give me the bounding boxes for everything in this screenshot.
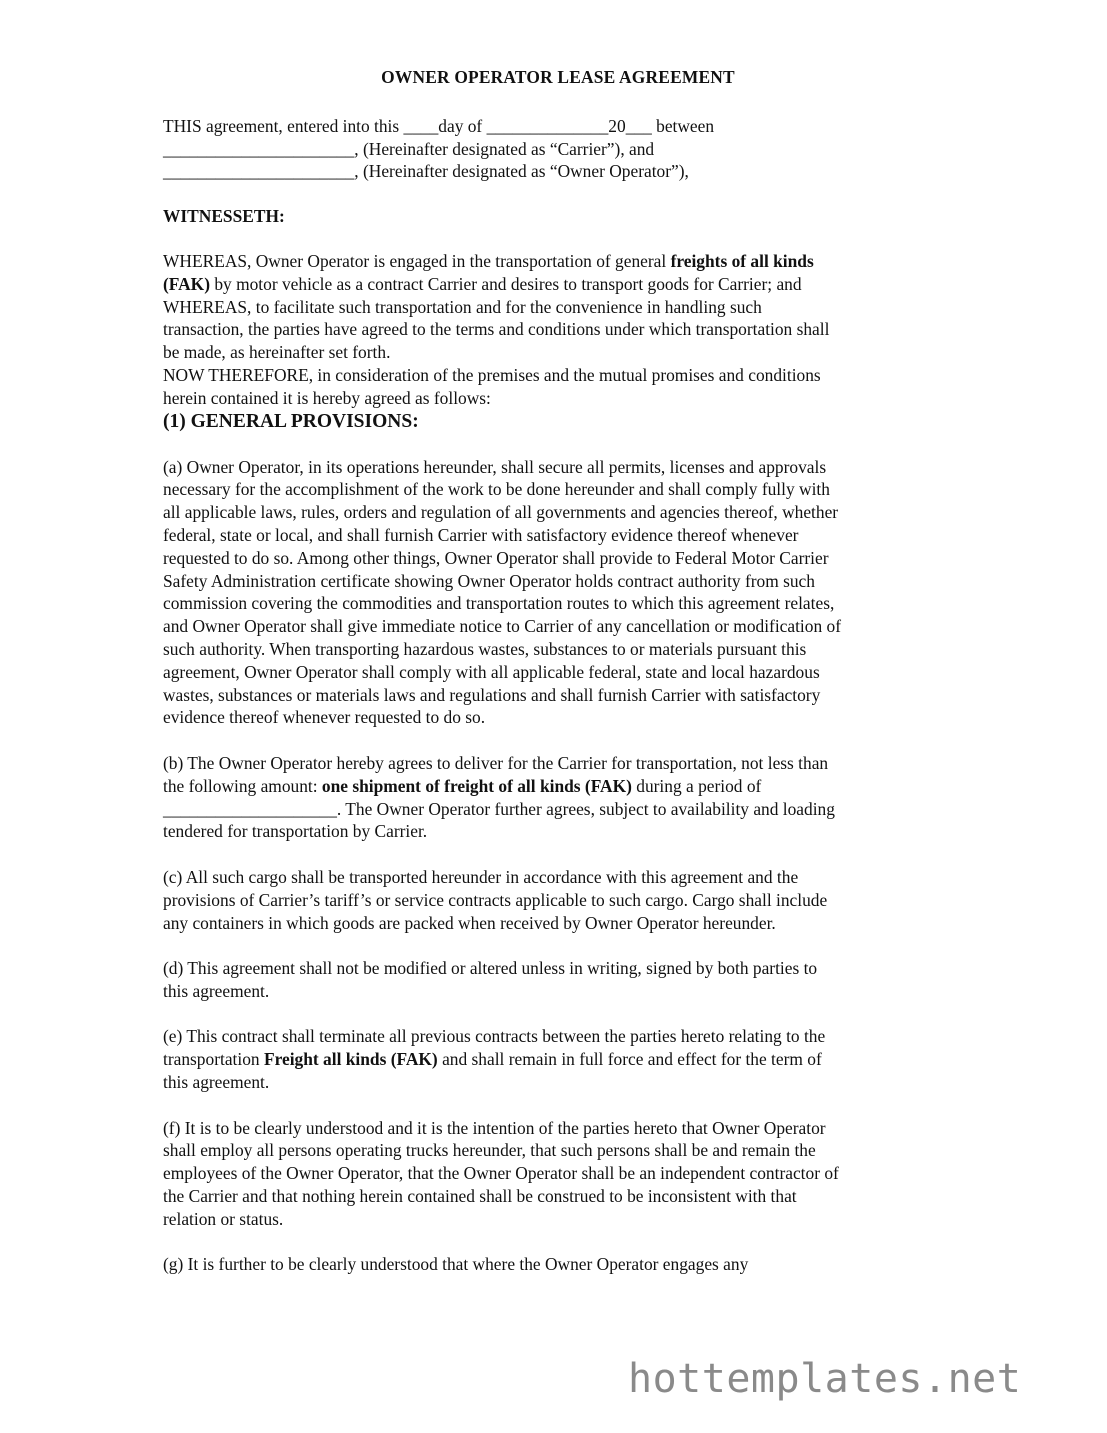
text-line: agreement, Owner Operator shall comply with all applicable federal, state and local hazardous — [163, 661, 820, 682]
paragraph-e — [163, 1025, 953, 1093]
text-line: wastes, substances or materials laws and regulations and shall furnish Carrier with satisfactory — [163, 684, 821, 705]
text-line: this agreement. — [163, 980, 270, 1001]
text-line: any containers in which goods are packed when received by Owner Operator hereunder. — [163, 912, 776, 933]
text-line: herein contained it is hereby agreed as follows: — [163, 387, 491, 408]
text-line — [163, 273, 953, 296]
text-line: evidence thereof whenever requested to do so. — [163, 707, 486, 728]
paragraph-a — [163, 456, 953, 730]
text-line: all applicable laws, rules, orders and regulation of all governments and agencies thereof, whether — [163, 502, 839, 523]
text-run: transportation — [163, 1049, 264, 1070]
text-run: during a period of — [631, 775, 762, 796]
text-line: (d) This agreement shall not be modified or altered unless in writing, signed by both parties to — [163, 958, 818, 979]
watermark-text: hottemplates.net — [628, 1356, 1022, 1402]
paragraph-d — [163, 957, 953, 1003]
text-line: such authority. When transporting hazardous wastes, substances to or materials pursuant this — [163, 638, 807, 659]
text-line: (b) The Owner Operator hereby agrees to deliver for the Carrier for transportation, not less than — [163, 752, 829, 773]
text-line: relation or status. — [163, 1208, 284, 1229]
text-line: Safety Administration certificate showing Owner Operator holds contract authority from such — [163, 570, 815, 591]
text-line — [163, 1048, 953, 1071]
text-line: requested to do so. Among other things, Owner Operator shall provide to Federal Motor Carrier — [163, 547, 829, 568]
paragraph-g — [163, 1253, 953, 1276]
section-heading-general-provisions: (1) GENERAL PROVISIONS: — [163, 410, 419, 432]
bold-term: freights of all kinds — [670, 250, 814, 271]
text-line: (g) It is further to be clearly understood that where the Owner Operator engages any — [163, 1254, 749, 1275]
bold-term: one shipment of freight of all kinds (FAK) — [321, 775, 632, 796]
text-line: (c) All such cargo shall be transported hereunder in accordance with this agreement and the — [163, 866, 799, 887]
text-line — [163, 775, 953, 798]
text-line: transaction, the parties have agreed to the terms and conditions under which transportation shall — [163, 319, 830, 340]
text-line: tendered for transportation by Carrier. — [163, 821, 428, 842]
text-run: WHEREAS, Owner Operator is engaged in the transportation of general — [163, 250, 671, 271]
text-line: federal, state or local, and shall furnish Carrier with satisfactory evidence thereof whenever — [163, 524, 799, 545]
text-line: this agreement. — [163, 1072, 270, 1093]
paragraph-f — [163, 1117, 953, 1231]
text-line — [163, 250, 953, 273]
intro-block — [163, 115, 953, 183]
document-page — [163, 62, 953, 1299]
bold-term: (FAK) — [163, 273, 210, 294]
whereas-paragraph — [163, 250, 953, 410]
intro-line: ______________________, (Hereinafter designated as “Carrier”), and — [163, 138, 655, 159]
text-line: necessary for the accomplishment of the work to be done hereunder and shall comply fully with — [163, 479, 830, 500]
paragraph-b — [163, 752, 953, 843]
witness-heading: WITNESSETH: — [163, 206, 285, 227]
text-line: WHEREAS, to facilitate such transportation and for the convenience in handling such — [163, 296, 762, 317]
text-line: provisions of Carrier’s tariff’s or service contracts applicable to such cargo. Cargo shall include — [163, 889, 828, 910]
text-line: (a) Owner Operator, in its operations hereunder, shall secure all permits, licenses and approvals — [163, 456, 827, 477]
text-line: and Owner Operator shall give immediate notice to Carrier of any cancellation or modification of — [163, 616, 841, 637]
text-run: and shall remain in full force and effect for the term of — [437, 1049, 822, 1070]
document-title: OWNER OPERATOR LEASE AGREEMENT — [381, 67, 735, 87]
text-line: commission covering the commodities and transportation routes to which this agreement relates, — [163, 593, 835, 614]
text-line: NOW THEREFORE, in consideration of the premises and the mutual promises and conditions — [163, 364, 821, 385]
text-line: (f) It is to be clearly understood and it is the intention of the parties hereto that Owner Operator — [163, 1117, 826, 1138]
text-run: the following amount: — [163, 775, 322, 796]
text-line: be made, as hereinafter set forth. — [163, 342, 391, 363]
intro-line: THIS agreement, entered into this ____day of ______________20___ between — [163, 115, 715, 136]
bold-term: Freight all kinds (FAK) — [263, 1049, 438, 1070]
text-line: employees of the Owner Operator, that the Owner Operator shall be an independent contractor of — [163, 1163, 839, 1184]
text-run: by motor vehicle as a contract Carrier and desires to transport goods for Carrier; and — [210, 273, 802, 294]
text-line: the Carrier and that nothing herein contained shall be construed to be inconsistent with that — [163, 1186, 797, 1207]
text-line: shall employ all persons operating trucks hereunder, that such persons shall be and remain the — [163, 1140, 816, 1161]
intro-line: ______________________, (Hereinafter designated as “Owner Operator”), — [163, 161, 689, 182]
text-line: (e) This contract shall terminate all previous contracts between the parties hereto relating to the — [163, 1026, 826, 1047]
text-line: ____________________. The Owner Operator further agrees, subject to availability and loading — [163, 798, 835, 819]
paragraph-c — [163, 866, 953, 934]
